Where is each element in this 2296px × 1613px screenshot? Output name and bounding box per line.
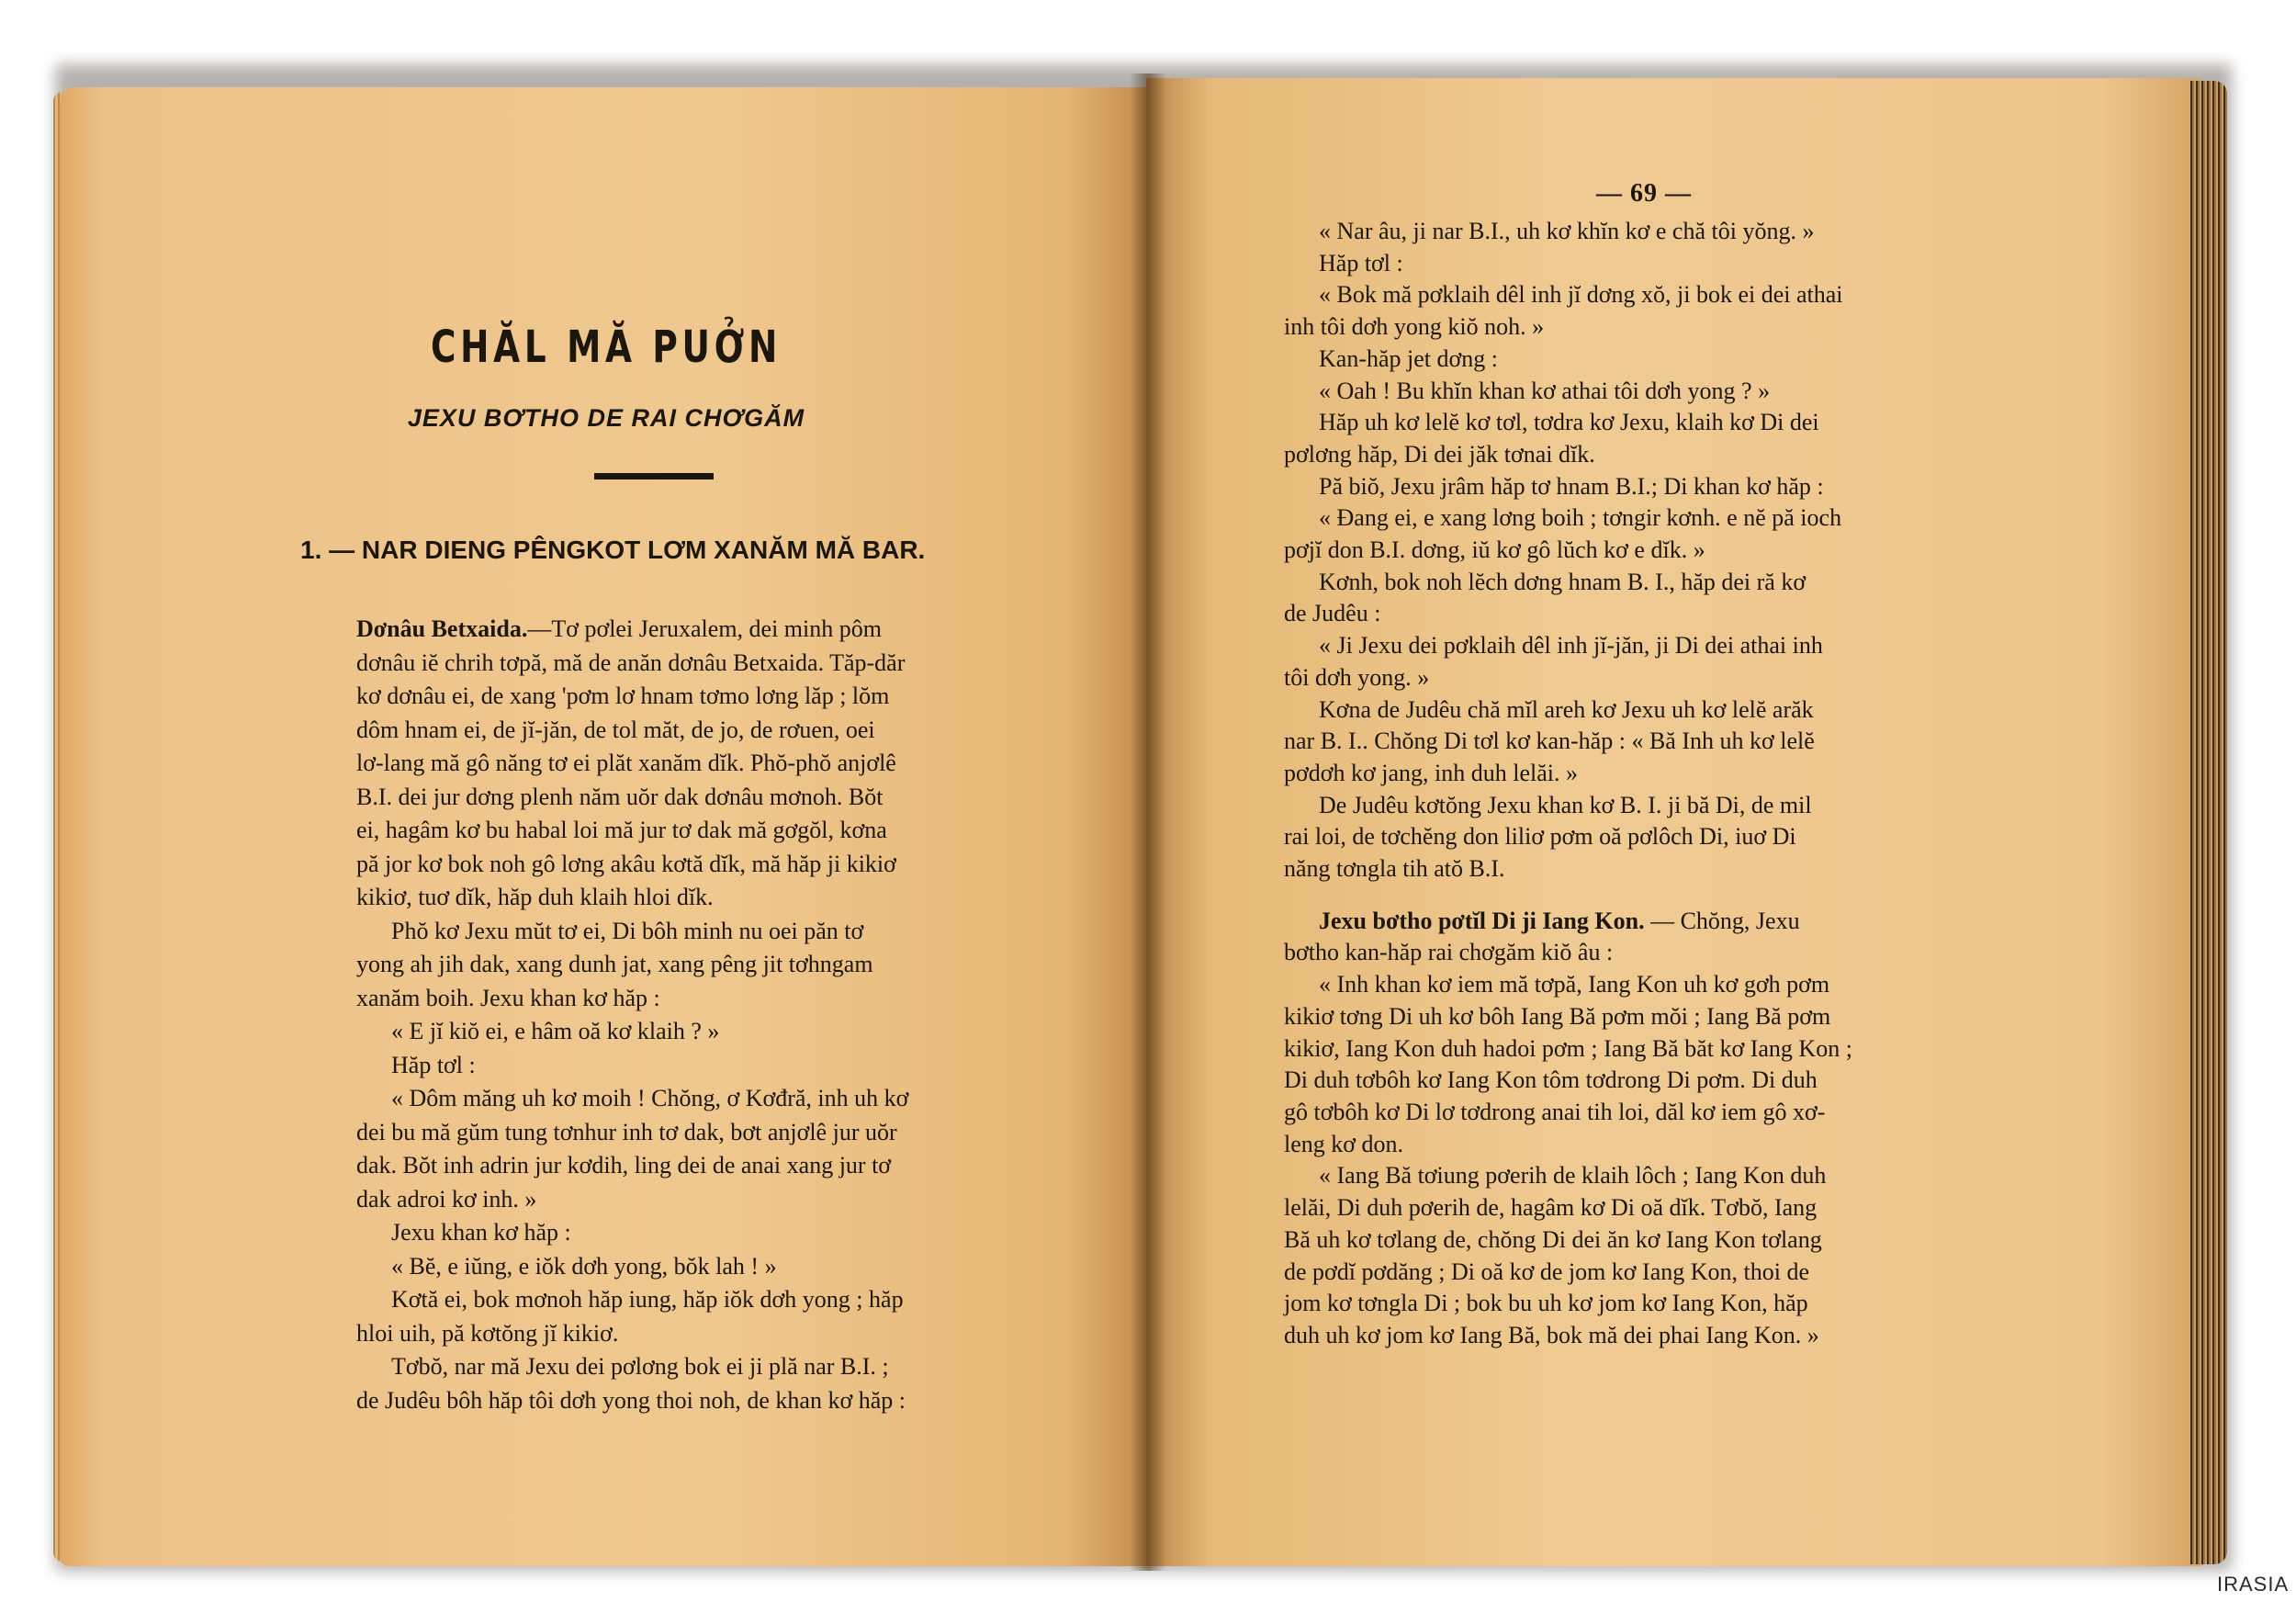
chapter-title: CHĂL MĂ PUỞN bbox=[430, 321, 782, 373]
watermark: IRASIA bbox=[2217, 1573, 2290, 1596]
text-line: Bă uh kơ tơlang de, chŏng Di dei ăn kơ Iang Kon tơlang bbox=[1284, 1225, 1822, 1253]
text-line: pơlơng hăp, Di dei jăk tơnai dĭk. bbox=[1284, 440, 1595, 468]
bold-lead: Dơnâu Betxaida. bbox=[356, 615, 528, 642]
text-line: kơ dơnâu ei, de xang 'pơm lơ hnam tơmo lơng lăp ; lŏm bbox=[356, 682, 890, 709]
text-line: de pơdĭ pơdăng ; Di oă kơ de jom kơ Iang Kon, thoi de bbox=[1284, 1258, 1810, 1285]
text-line: dơnâu iĕ chrih tơpă, mă de anăn dơnâu Betxaida. Tăp-dăr bbox=[356, 649, 906, 676]
left-body-text bbox=[356, 613, 1073, 1417]
text-line: duh uh kơ jom kơ Iang Bă, bok mă dei phai Iang Kon. » bbox=[1284, 1321, 1819, 1348]
text-line: hloi uih, pă kơtŏng jĭ kikiơ. bbox=[356, 1319, 619, 1347]
text-line: Kơnh, bok noh lĕch dơng hnam B. I., hăp dei ră kơ bbox=[1319, 568, 1806, 595]
text-line: dei bu mă gŭm tung tơnhur inh tơ dak, bơt anjơlê jur uŏr bbox=[356, 1118, 897, 1145]
text-line: Di duh tơbôh kơ Iang Kon tôm tơdrong Di pơm. Di duh bbox=[1284, 1066, 1818, 1094]
right-page-edges bbox=[2190, 81, 2227, 1564]
text-line: gô tơbôh kơ Di lơ tơdrong anai tih loi, dăl kơ iem gô xơ- bbox=[1284, 1098, 1826, 1125]
text-line: dak adroi kơ inh. » bbox=[356, 1185, 537, 1213]
line-rest: —Tơ pơlei Jeruxalem, dei minh pôm bbox=[527, 615, 882, 642]
text-line: Hăp tơl : bbox=[1319, 249, 1403, 276]
text-line bbox=[1284, 906, 2055, 938]
text-line: De Judêu kơtŏng Jexu khan kơ B. I. ji bă Di, de mil bbox=[1319, 791, 1812, 818]
text-line: « Oah ! Bu khĭn khan kơ athai tôi dơh yong ? » bbox=[1319, 377, 1771, 404]
text-line: dak. Bŏt inh adrin jur kơdih, ling dei de anai xang jur tơ bbox=[356, 1152, 892, 1179]
text-line: lơ-lang mă gô năng tơ ei plăt xanăm dĭk. Phŏ-phŏ anjơlê bbox=[356, 750, 896, 776]
text-line: « Ji Jexu dei pơklaih dêl inh jĭ-jăn, ji Di dei athai inh bbox=[1319, 632, 1823, 660]
text-line: « Đang ei, e xang lơng boih ; tơngir kơnh. e nĕ pă ioch bbox=[1319, 504, 1842, 532]
text-line: dôm hnam ei, de jĭ-jăn, de tol măt, de jo, de rơuen, oei bbox=[356, 716, 875, 743]
section-heading: 1. — NAR DIENG PÊNGKOT LƠM XANĂM MĂ BAR. bbox=[300, 536, 926, 564]
text-line: xanăm boih. Jexu khan kơ hăp : bbox=[356, 984, 660, 1011]
right-page bbox=[1146, 78, 2207, 1566]
text-line bbox=[356, 613, 1073, 647]
text-line: « Inh khan kơ iem mă tơpă, Iang Kon uh kơ gơh pơm bbox=[1319, 971, 1830, 998]
text-line: inh tôi dơh yong kiŏ noh. » bbox=[1284, 313, 1545, 341]
text-line: « E jĭ kiŏ ei, e hâm oă kơ klaih ? » bbox=[391, 1018, 720, 1044]
text-line: de Judêu : bbox=[1284, 600, 1381, 627]
left-page bbox=[60, 87, 1153, 1566]
right-body-text bbox=[1284, 216, 2055, 1352]
chapter-subtitle: JEXU BƠTHO DE RAI CHƠGĂM bbox=[407, 404, 805, 432]
text-line: « Bok mă pơklaih dêl inh jĭ dơng xŏ, ji bok ei dei athai bbox=[1319, 281, 1843, 309]
text-line: « Dôm măng uh kơ moih ! Chŏng, ơ Kơđră, inh uh kơ bbox=[391, 1085, 909, 1111]
text-line: « Iang Bă tơiung pơerih de klaih lôch ; Iang Kon duh bbox=[1319, 1162, 1827, 1190]
bold-lead: Jexu bơtho pơtĭl Di ji Iang Kon. bbox=[1319, 907, 1645, 934]
text-line: pă jor kơ bok noh gô lơng akâu kơtă dĭk, mă hăp ji kikiơ bbox=[356, 850, 896, 877]
text-line: Pă biŏ, Jexu jrâm hăp tơ hnam B.I.; Di khan kơ hăp : bbox=[1319, 472, 1824, 500]
text-line: Jexu khan kơ hăp : bbox=[391, 1219, 571, 1246]
text-line: pơjĭ don B.I. dơng, iŭ kơ gô lŭch kơ e dĭk. » bbox=[1284, 536, 1705, 564]
text-line: Hăp tơl : bbox=[391, 1051, 476, 1078]
text-line: tôi dơh yong. » bbox=[1284, 663, 1430, 691]
text-line: « Nar âu, ji nar B.I., uh kơ khĭn kơ e chă tôi yŏng. » bbox=[1319, 218, 1815, 244]
text-line: ei, hagâm kơ bu habal loi mă jur tơ dak mă gơgŏl, kơna bbox=[356, 817, 887, 843]
text-line: nar B. I.. Chŏng Di tơl kơ kan-hăp : « Bă Inh uh kơ lelĕ bbox=[1284, 728, 1815, 755]
text-line: Tơbŏ, nar mă Jexu dei pơlơng bok ei ji plă nar B.I. ; bbox=[391, 1353, 889, 1380]
text-line: Kan-hăp jet dơng : bbox=[1319, 344, 1498, 372]
text-line: B.I. dei jur dơng plenh năm uŏr dak dơnâu mơnoh. Bŏt bbox=[356, 783, 884, 810]
text-line: lelăi, Di duh pơerih de, hagâm kơ Di oă dĭk. Tơbŏ, Iang bbox=[1284, 1194, 1818, 1222]
text-line: leng kơ don. bbox=[1284, 1130, 1404, 1157]
title-rule bbox=[594, 473, 714, 479]
text-line: kikiơ, tuơ dĭk, hăp duh klaih hloi dĭk. bbox=[356, 884, 714, 910]
text-line: rai loi, de tơchĕng don liliơ pơm oă pơlôch Di, iuơ Di bbox=[1284, 823, 1796, 851]
page-number: — 69 — bbox=[1596, 179, 1692, 208]
text-line: pơdơh kơ jang, inh duh lelăi. » bbox=[1284, 759, 1578, 786]
text-line: jom kơ tơngla Di ; bok bu uh kơ jom kơ Iang Kon, hăp bbox=[1284, 1290, 1808, 1317]
text-line: Phŏ kơ Jexu mŭt tơ ei, Di bôh minh nu oei păn tơ bbox=[391, 917, 864, 944]
text-line: « Bĕ, e iŭng, e iŏk dơh yong, bŏk lah ! » bbox=[391, 1252, 777, 1280]
text-line: bơtho kan-hăp rai chơgăm kiŏ âu : bbox=[1284, 939, 1614, 966]
text-line: Hăp uh kơ lelĕ kơ tơl, tơdra kơ Jexu, klaih kơ Di dei bbox=[1319, 409, 1819, 436]
text-line: de Judêu bôh hăp tôi dơh yong thoi noh, de khan kơ hăp : bbox=[356, 1386, 906, 1414]
line-rest: — Chŏng, Jexu bbox=[1644, 907, 1800, 934]
book-gutter bbox=[1130, 73, 1166, 1571]
text-line: Kơtă ei, bok mơnoh hăp iung, hăp iŏk dơh yong ; hăp bbox=[391, 1286, 904, 1313]
text-line: Kơna de Judêu chă mĭl areh kơ Jexu uh kơ lelĕ arăk bbox=[1319, 695, 1814, 723]
text-line: năng tơngla tih atŏ B.I. bbox=[1284, 855, 1505, 883]
text-line: kikiơ tơng Di uh kơ bôh Iang Bă pơm mŏi ; Iang Bă pơm bbox=[1284, 1002, 1831, 1030]
text-line: yong ah jih dak, xang dunh jat, xang pêng jit tơhngam bbox=[356, 951, 873, 977]
text-line: kikiơ, Iang Kon duh hadoi pơm ; Iang Bă băt kơ Iang Kon ; bbox=[1284, 1034, 1852, 1062]
